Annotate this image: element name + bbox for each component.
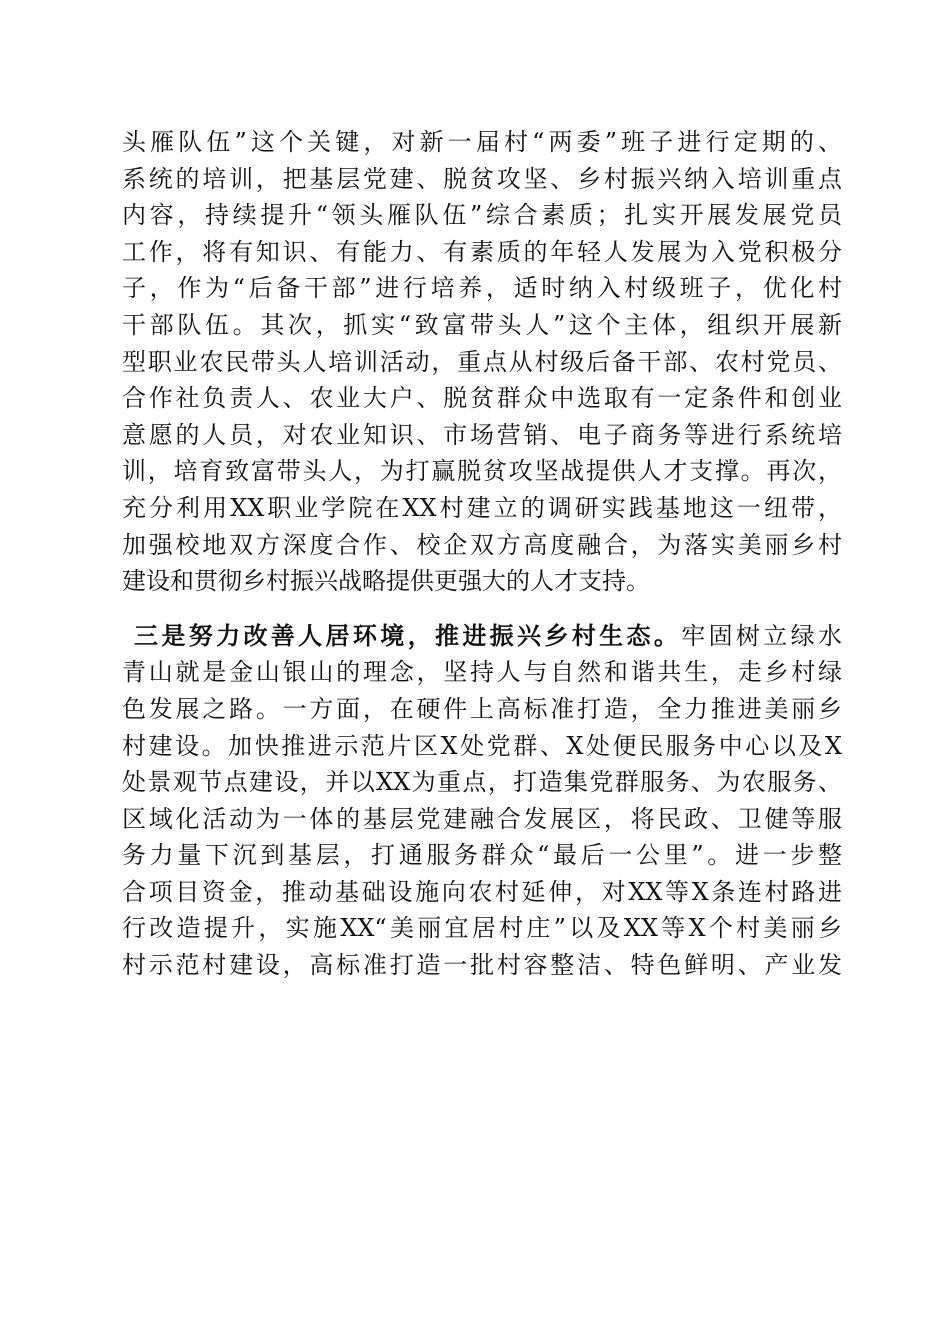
text-line: 意愿的人员，对农业知识、市场营销、电子商务等进行系统培 — [122, 420, 842, 449]
section-heading: 三是努力改善人居环境，推进振兴乡村生态。 — [134, 620, 682, 650]
text-line: 子，作为“后备干部”进行培养，适时纳入村级班子，优化村 — [122, 274, 842, 303]
text-line: 头雁队伍”这个关键，对新一届村“两委”班子进行定期的、 — [122, 128, 842, 156]
paragraph-ecology — [122, 618, 842, 984]
text-line-heading — [122, 618, 842, 655]
text-line: 内容，持续提升“领头雁队伍”综合素质；扎实开展发展党员 — [122, 201, 842, 230]
text-line: 型职业农民带头人培训活动，重点从村级后备干部、农村党员、 — [122, 347, 842, 376]
text-line: 区域化活动为一体的基层党建融合发展区，将民政、卫健等服 — [122, 804, 842, 833]
text-line: 务力量下沉到基层，打通服务群众“最后一公里”。进一步整 — [122, 841, 842, 870]
text-line: 合项目资金，推动基础设施向农村延伸，对XX等X条连村路进 — [122, 877, 842, 906]
text-line: 青山就是金山银山的理念，坚持人与自然和谐共生，走乡村绿 — [122, 658, 842, 687]
text-line: 系统的培训，把基层党建、脱贫攻坚、乡村振兴纳入培训重点 — [122, 164, 842, 193]
text-line: 建设和贯彻乡村振兴战略提供更强大的人才支持。 — [122, 567, 650, 596]
text-line: 干部队伍。其次，抓实“致富带头人”这个主体，组织开展新 — [122, 310, 842, 339]
document-body — [122, 124, 842, 984]
text-line: 工作，将有知识、有能力、有素质的年轻人发展为入党积极分 — [122, 237, 842, 266]
paragraph-spacing — [122, 600, 842, 618]
text-line: 色发展之路。一方面，在硬件上高标准打造，全力推进美丽乡 — [122, 694, 842, 723]
paragraph-talent — [122, 124, 842, 600]
text-line: 加强校地双方深度合作、校企双方高度融合，为落实美丽乡村 — [122, 530, 842, 559]
text-line: 合作社负责人、农业大户、脱贫群众中选取有一定条件和创业 — [122, 384, 842, 413]
text-line: 充分利用XX职业学院在XX村建立的调研实践基地这一纽带， — [122, 493, 842, 522]
text-line: 村建设。加快推进示范片区X处党群、X处便民服务中心以及X — [122, 731, 842, 760]
text-line: 处景观节点建设，并以XX为重点，打造集党群服务、为农服务、 — [122, 768, 842, 797]
text-line: 训，培育致富带头人，为打赢脱贫攻坚战提供人才支撑。再次， — [122, 457, 842, 486]
text-line: 行改造提升，实施XX“美丽宜居村庄”以及XX等X个村美丽乡 — [122, 914, 842, 943]
text-line: 村示范村建设，高标准打造一批村容整洁、特色鲜明、产业发 — [122, 951, 842, 980]
heading-continuation: 牢固树立绿水 — [681, 621, 842, 650]
